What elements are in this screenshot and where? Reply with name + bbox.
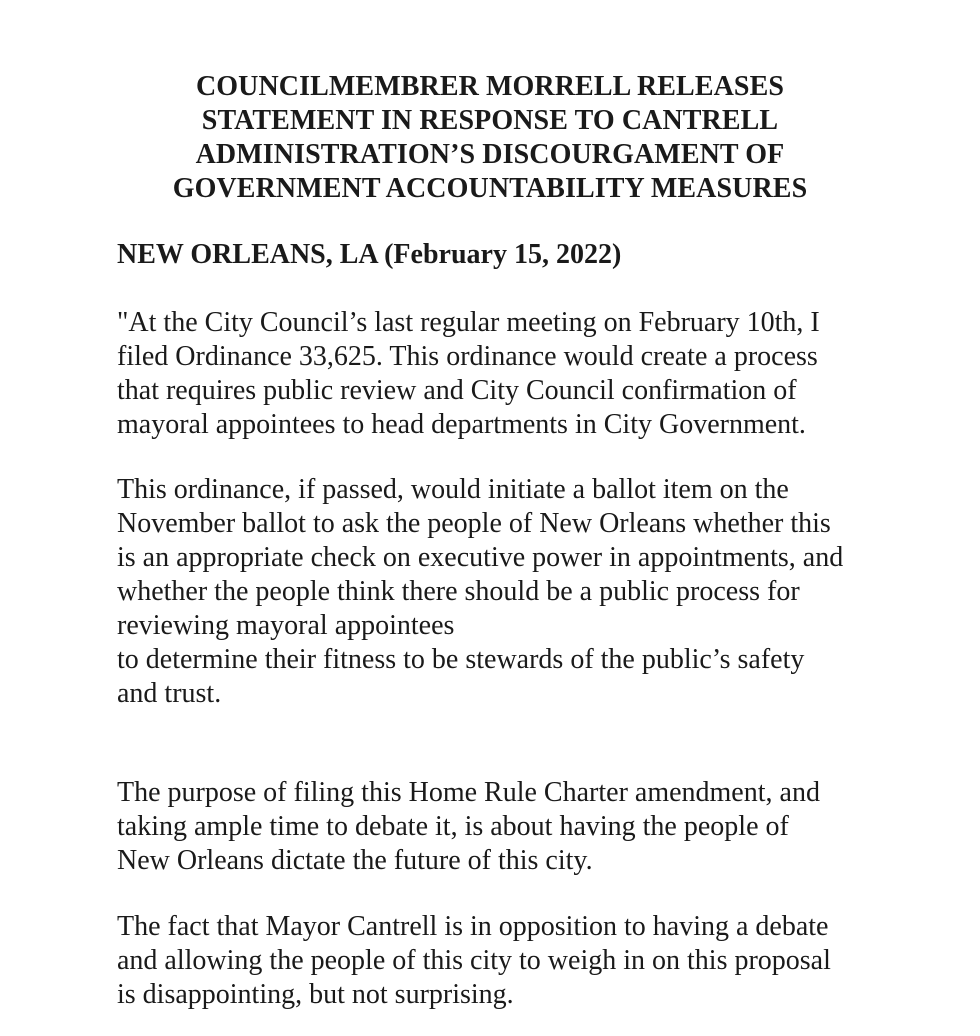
paragraph-purpose [117,776,820,878]
paragraph-ballot-item [117,473,843,711]
headline-line: ADMINISTRATION’S DISCOURGAMENT OF [195,139,785,170]
paragraph-ordinance-filing [117,306,820,442]
text-line: New Orleans dictate the future of this city. [117,845,593,876]
text-line: This ordinance, if passed, would initiate a ballot item on the [117,474,789,505]
text-line: "At the City Council’s last regular meeting on February 10th, I [117,307,820,338]
headline-line: STATEMENT IN RESPONSE TO CANTRELL [201,105,779,136]
text-line: that requires public review and City Council confirmation of [117,375,797,406]
paragraph-mayor-opposition [117,910,831,1012]
text-line: November ballot to ask the people of New Orleans whether this [117,508,831,539]
text-line: reviewing mayoral appointees [117,610,455,641]
text-line: is disappointing, but not surprising. [117,979,514,1010]
text-line: mayoral appointees to head departments in City Government. [117,409,806,440]
text-line: and allowing the people of this city to weigh in on this proposal [117,945,831,976]
text-line: is an appropriate check on executive power in appointments, and [117,542,844,573]
text-line: The purpose of filing this Home Rule Charter amendment, and [117,777,820,808]
text-line: taking ample time to debate it, is about having the people of [117,811,789,842]
text-line: filed Ordinance 33,625. This ordinance would create a process [117,341,818,372]
headline-line: GOVERNMENT ACCOUNTABILITY MEASURES [172,173,808,204]
headline [90,70,890,206]
text-line: and trust. [117,678,222,709]
text-line: The fact that Mayor Cantrell is in opposition to having a debate [117,911,829,942]
text-line: whether the people think there should be a public process for [117,576,800,607]
dateline: NEW ORLEANS, LA (February 15, 2022) [117,239,622,270]
text-line: to determine their fitness to be stewards of the public’s safety [117,644,805,675]
headline-line: COUNCILMEMBRER MORRELL RELEASES [195,71,785,102]
